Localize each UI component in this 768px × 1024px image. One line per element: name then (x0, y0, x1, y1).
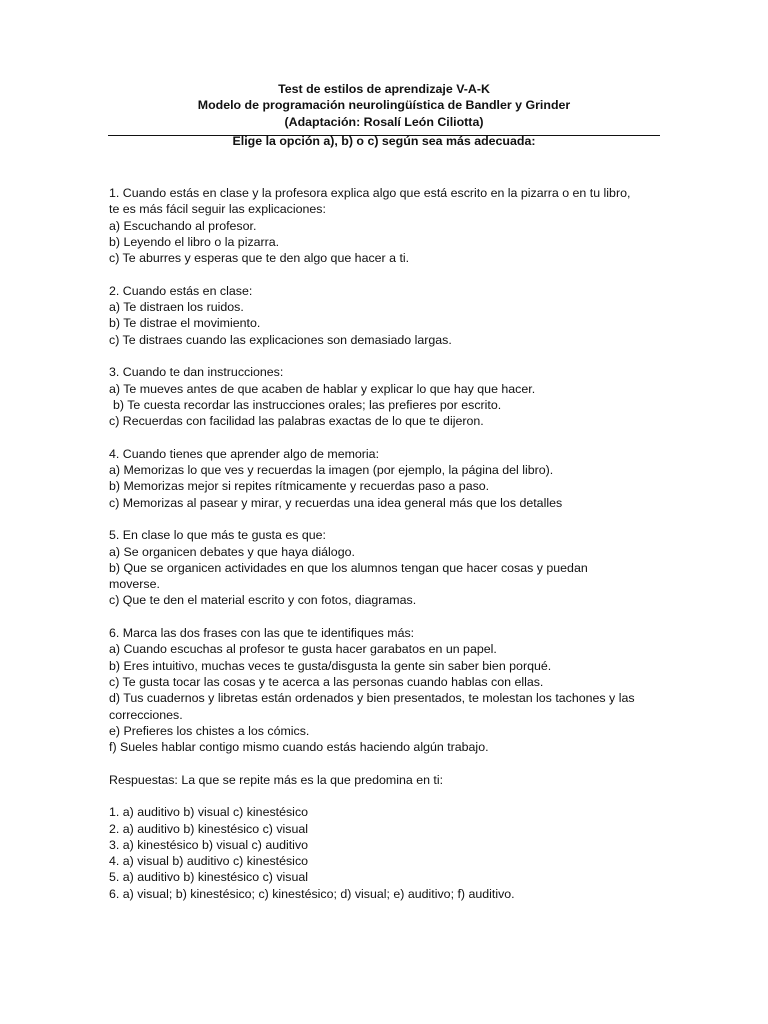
option-line: f) Sueles hablar contigo mismo cuando estás haciendo algún trabajo. (109, 740, 489, 755)
option-line: a) Cuando escuchas al profesor te gusta hacer garabatos en un papel. (109, 642, 497, 657)
question-line: 1. Cuando estás en clase y la profesora explica algo que está escrito en la pizarra o en tu libro, (109, 186, 631, 200)
option-line: c) Memorizas al pasear y mirar, y recuerdas una idea general más que los detalles (109, 495, 563, 510)
question-2 (109, 283, 661, 348)
option-line: b) Te cuesta recordar las instrucciones orales; las prefieres por escrito. (113, 397, 502, 412)
option-line: a) Escuchando al profesor. (109, 218, 257, 233)
option-line: b) Leyendo el libro o la pizarra. (109, 234, 280, 249)
question-line: 6. Marca las dos frases con las que te identifiques más: (109, 626, 415, 641)
question-line: 5. En clase lo que más te gusta es que: (109, 528, 326, 543)
question-4 (109, 446, 661, 511)
question-6 (109, 625, 661, 755)
option-line: b) Memorizas mejor si repites rítmicamente y recuerdas paso a paso. (109, 479, 490, 494)
option-line: a) Memorizas lo que ves y recuerdas la imagen (por ejemplo, la página del libro). (109, 463, 554, 478)
question-line: 3. Cuando te dan instrucciones: (109, 365, 284, 380)
option-line: c) Te distraes cuando las explicaciones son demasiado largas. (109, 332, 452, 347)
answer-line: 1. a) auditivo b) visual c) kinestésico (109, 805, 309, 820)
answer-line: 4. a) visual b) auditivo c) kinestésico (109, 854, 309, 869)
option-line: d) Tus cuadernos y libretas están ordenados y bien presentados, te molestan los tachones y las (109, 691, 635, 706)
option-line: c) Te gusta tocar las cosas y te acerca a las personas cuando hablas con ellas. (109, 674, 544, 689)
option-line: e) Prefieres los chistes a los cómics. (109, 723, 310, 738)
document-header (0, 81, 768, 130)
answer-line: 5. a) auditivo b) kinestésico c) visual (109, 870, 309, 885)
question-3 (109, 364, 661, 429)
answers-list (109, 804, 661, 902)
header-divider (108, 135, 660, 136)
option-line: moverse. (109, 577, 160, 592)
question-line: te es más fácil seguir las explicaciones: (109, 202, 326, 217)
question-line: 2. Cuando estás en clase: (109, 283, 253, 298)
title-line-2: Modelo de programación neurolingüística de Bandler y Grinder (197, 98, 571, 113)
answer-line: 3. a) kinestésico b) visual c) auditivo (109, 837, 309, 852)
option-line: a) Te distraen los ruidos. (109, 300, 244, 315)
option-line: c) Que te den el material escrito y con fotos, diagramas. (109, 593, 417, 608)
option-line: b) Te distrae el movimiento. (109, 316, 261, 331)
option-line: correcciones. (109, 707, 183, 722)
instruction-line: Elige la opción a), b) o c) según sea más adecuada: (232, 133, 536, 148)
option-line: a) Se organicen debates y que haya diálogo. (109, 544, 355, 559)
option-line: c) Te aburres y esperas que te den algo que hacer a ti. (109, 251, 410, 266)
option-line: b) Que se organicen actividades en que los alumnos tengan que hacer cosas y puedan (109, 560, 588, 575)
title-line-3: (Adaptación: Rosalí León Ciliotta) (284, 114, 484, 129)
option-line: a) Te mueves antes de que acaben de hablar y explicar lo que hay que hacer. (109, 381, 536, 396)
question-1 (109, 185, 661, 266)
question-5 (109, 527, 661, 608)
answers-title: Respuestas: La que se repite más es la que predomina en ti: (109, 772, 444, 787)
question-line: 4. Cuando tienes que aprender algo de memoria: (109, 446, 380, 461)
answer-line: 2. a) auditivo b) kinestésico c) visual (109, 821, 309, 836)
option-line: b) Eres intuitivo, muchas veces te gusta/disgusta la gente sin saber bien porqué. (109, 658, 552, 673)
document-body (109, 185, 661, 902)
option-line: c) Recuerdas con facilidad las palabras exactas de lo que te dijeron. (109, 414, 484, 429)
answer-line: 6. a) visual; b) kinestésico; c) kinestésico; d) visual; e) auditivo; f) auditivo. (109, 886, 515, 901)
title-line-1: Test de estilos de aprendizaje V-A-K (278, 82, 490, 96)
